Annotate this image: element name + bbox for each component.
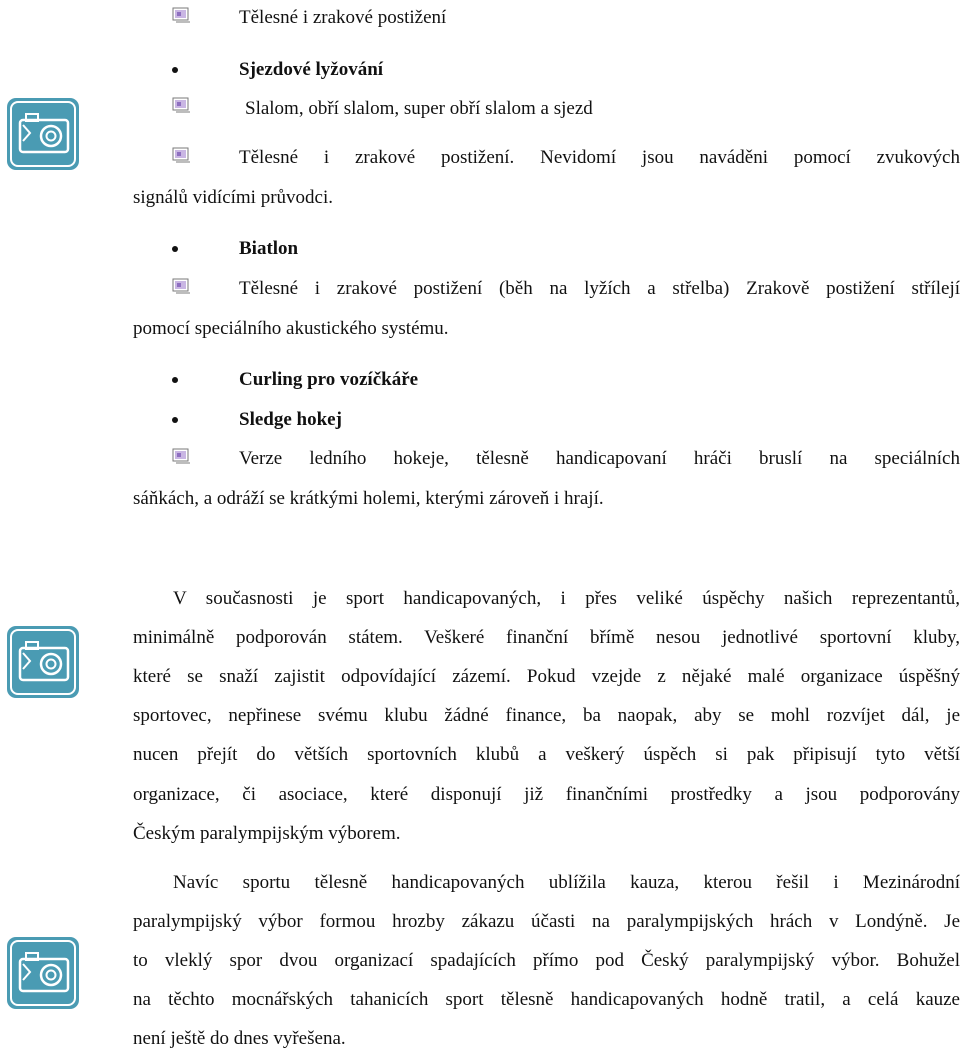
paragraph-line: organizace, či asociace, které disponují již finančními prostředky a jsou podporovány	[133, 784, 960, 805]
list-item-text-line: pomocí speciálního akustického systému.	[133, 318, 449, 339]
paragraph-line: není ještě do dnes vyřešena.	[133, 1028, 346, 1049]
list-item-heading: Sjezdové lyžování	[239, 59, 384, 80]
list-item-heading: Biatlon	[239, 238, 299, 259]
paragraph-line: které se snaží zajistit odpovídající zázemí. Pokud vzejde z nějaké malé organizace úspěšný	[133, 666, 960, 687]
paragraph-line: paralympijský výbor formou hrozby zákazu účasti na paralympijských hrách v Londýně. Je	[133, 911, 960, 932]
picture-icon	[172, 448, 191, 465]
bullet-point	[172, 246, 178, 252]
list-item-text: Slalom, obří slalom, super obří slalom a sjezd	[245, 98, 593, 119]
list-item-text-line: Tělesné i zrakové postižení (běh na lyžích a střelba) Zrakově postižení střílejí	[239, 278, 960, 299]
picture-icon	[172, 278, 191, 295]
list-item-heading: Sledge hokej	[239, 409, 342, 430]
paragraph-line: to vleklý spor dvou organizací spadajících přímo pod Český paralympijský výbor. Bohužel	[133, 950, 960, 971]
camera-icon	[6, 97, 80, 171]
paragraph-line: Českým paralympijským výborem.	[133, 823, 401, 844]
list-item-text-line: signálů vidícími průvodci.	[133, 187, 334, 208]
camera-icon	[6, 625, 80, 699]
paragraph-line: sportovec, nepřinese svému klubu žádné finance, ba naopak, aby se mohl rozvíjet dál, je	[133, 705, 960, 726]
bullet-point	[172, 377, 178, 383]
list-item-text-line: sáňkách, a odráží se krátkými holemi, kterými zároveň i hrají.	[133, 488, 604, 509]
list-item-text: Tělesné i zrakové postižení	[239, 7, 447, 28]
paragraph-line: na těchto mocnářských tahanicích sport tělesně handicapovaných hodně tratil, a celá kauze	[133, 989, 960, 1010]
list-item-text-line: Verze ledního hokeje, tělesně handicapovaní hráči bruslí na speciálních	[239, 448, 960, 469]
camera-icon	[6, 936, 80, 1010]
picture-icon	[172, 147, 191, 164]
list-item-text-line: Tělesné i zrakové postižení. Nevidomí jsou naváděni pomocí zvukových	[239, 147, 960, 168]
paragraph-line: Navíc sportu tělesně handicapovaných ublížila kauza, kterou řešil i Mezinárodní	[173, 872, 960, 893]
paragraph-line: V současnosti je sport handicapovaných, i přes veliké úspěchy našich reprezentantů,	[173, 588, 960, 609]
paragraph-line: minimálně podporován státem. Veškeré finanční břímě nesou jednotlivé sportovní kluby,	[133, 627, 960, 648]
bullet-point	[172, 67, 178, 73]
paragraph-line: nucen přejít do větších sportovních klubů a veškerý úspěch si pak připisují tyto větší	[133, 744, 960, 765]
list-item-heading: Curling pro vozíčkáře	[239, 369, 419, 390]
bullet-point	[172, 417, 178, 423]
picture-icon	[172, 97, 191, 114]
picture-icon	[172, 7, 191, 24]
